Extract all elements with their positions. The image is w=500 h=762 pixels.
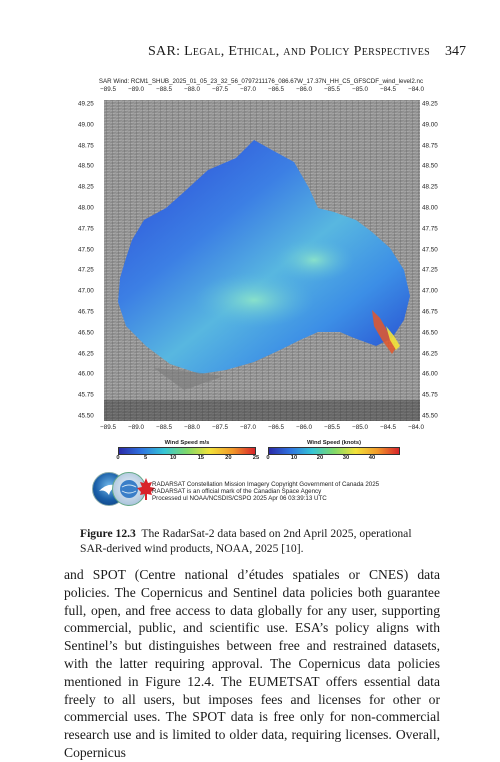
- colorbar-ms-ticks: [116, 455, 260, 463]
- longitude-tick-label: −86.0: [296, 424, 312, 431]
- longitude-tick-label: −86.0: [296, 86, 312, 93]
- latitude-tick-label: 46.75: [422, 308, 438, 316]
- colorbar-tick-label: 0: [266, 455, 270, 461]
- latitude-tick-label: 47.75: [78, 225, 94, 233]
- latitude-tick-label: 47.25: [78, 266, 94, 274]
- longitude-tick-label: −89.5: [100, 424, 116, 431]
- latitude-tick-label: 48.25: [422, 183, 438, 191]
- colorbar-ms-label: Wind Speed m/s: [164, 440, 210, 446]
- colorbar-tick-label: 40: [368, 455, 376, 461]
- lower-shadow: [104, 400, 420, 421]
- longitude-tick-label: −88.0: [184, 424, 200, 431]
- longitude-tick-label: −85.0: [352, 86, 368, 93]
- longitude-tick-label: −85.5: [324, 424, 340, 431]
- latitude-tick-label: 49.25: [78, 100, 94, 108]
- latitude-tick-label: 45.50: [78, 412, 94, 420]
- credit-line: RADARSAT Constellation Mission Imagery Copyright Government of Canada 2025: [152, 481, 380, 488]
- colorbar-tick-label: 0: [116, 455, 120, 461]
- latitude-tick-label: 49.00: [78, 121, 94, 129]
- longitude-ticks-top: [80, 86, 442, 94]
- latitude-tick-label: 49.25: [422, 100, 438, 108]
- latitude-tick-label: 46.25: [422, 350, 438, 358]
- latitude-tick-label: 47.25: [422, 266, 438, 274]
- colorbar-ms-bar: [118, 447, 256, 455]
- latitude-tick-label: 47.00: [422, 287, 438, 295]
- colorbar-tick-label: 10: [290, 455, 298, 461]
- figure-12-3: [80, 78, 442, 523]
- longitude-tick-label: −84.0: [408, 86, 424, 93]
- latitude-ticks-right: [422, 100, 446, 430]
- latitude-tick-label: 46.50: [78, 329, 94, 337]
- latitude-tick-label: 48.00: [78, 204, 94, 212]
- latitude-tick-label: 48.50: [78, 162, 94, 170]
- running-head-text: SAR: Legal, Ethical, and Policy Perspectives: [147, 44, 430, 59]
- latitude-tick-label: 46.25: [78, 350, 94, 358]
- latitude-tick-label: 46.00: [422, 370, 438, 378]
- caption-label: Figure 12.3: [80, 527, 136, 540]
- latitude-tick-label: 47.75: [422, 225, 438, 233]
- colorbar-tick-label: 25: [252, 455, 260, 461]
- colorbar-tick-label: 30: [342, 455, 350, 461]
- latitude-tick-label: 48.00: [422, 204, 438, 212]
- colorbar-tick-label: 10: [169, 455, 177, 461]
- high-wind-patch-2: [274, 238, 354, 282]
- latitude-tick-label: 47.00: [78, 287, 94, 295]
- longitude-tick-label: −85.0: [352, 424, 368, 431]
- longitude-ticks-bottom: [80, 424, 442, 432]
- latitude-tick-label: 47.50: [422, 246, 438, 254]
- longitude-tick-label: −87.5: [212, 86, 228, 93]
- longitude-tick-label: −84.0: [408, 424, 424, 431]
- colorbar-tick-label: 5: [143, 455, 148, 461]
- longitude-tick-label: −88.5: [156, 86, 172, 93]
- longitude-tick-label: −86.5: [268, 86, 284, 93]
- colorbar-knots: [268, 440, 400, 466]
- sar-wind-map: [104, 100, 420, 421]
- longitude-tick-label: −87.0: [240, 86, 256, 93]
- figure-caption: [80, 526, 440, 556]
- credit-line: RADARSAT is an official mark of the Canadian Space Agency: [152, 487, 322, 495]
- caption-text: The RadarSat-2 data based on 2nd April 2025, operational SAR-derived wind products, NOAA, 2025 [10].: [80, 527, 412, 555]
- longitude-tick-label: −87.0: [240, 424, 256, 431]
- colorbar-tick-label: 20: [225, 455, 232, 461]
- credit-line: Processed ul NOAA/NCSDIS/CSPO 2025 Apr 06 03:39:13 UTC: [152, 494, 327, 502]
- latitude-ticks-left: [78, 100, 102, 430]
- longitude-tick-label: −87.5: [212, 424, 228, 431]
- longitude-tick-label: −84.5: [380, 424, 396, 431]
- latitude-tick-label: 46.75: [78, 308, 94, 316]
- latitude-tick-label: 45.75: [422, 391, 438, 399]
- colorbar-knots-bar: [268, 447, 400, 455]
- longitude-tick-label: −88.0: [184, 86, 200, 93]
- colorbar-knots-ticks: [268, 455, 400, 463]
- latitude-tick-label: 48.50: [422, 162, 438, 170]
- latitude-tick-label: 46.50: [422, 329, 438, 337]
- latitude-tick-label: 45.75: [78, 391, 94, 399]
- page-number: 347: [445, 44, 466, 59]
- latitude-tick-label: 47.50: [78, 246, 94, 254]
- longitude-tick-label: −86.5: [268, 424, 284, 431]
- colorbar-knots-label: Wind Speed (knots): [306, 440, 362, 446]
- latitude-tick-label: 48.75: [422, 142, 438, 150]
- longitude-tick-label: −88.5: [156, 424, 172, 431]
- colorbar-tick-label: 15: [197, 455, 205, 461]
- latitude-tick-label: 48.75: [78, 142, 94, 150]
- longitude-tick-label: −89.0: [128, 86, 144, 93]
- figure-title: SAR Wind: RCM1_SHUB_2025_01_05_23_32_56_0797211176_086.67W_17.37N_HH_C5_GFSCDF_wind_level2.nc: [98, 78, 424, 85]
- longitude-tick-label: −84.5: [380, 86, 396, 93]
- colorbar-ms: [116, 440, 260, 466]
- longitude-tick-label: −89.0: [128, 424, 144, 431]
- longitude-tick-label: −89.5: [100, 86, 116, 93]
- high-wind-patch: [194, 272, 314, 328]
- latitude-tick-label: 45.50: [422, 412, 438, 420]
- latitude-tick-label: 46.00: [78, 370, 94, 378]
- latitude-tick-label: 48.25: [78, 183, 94, 191]
- body-paragraph: and SPOT (Centre national d’études spatiales or CNES) data policies. The Copernicus and Sentinel data policies both guarantee full, open, and free access to data globally for any user, supporting commercial, public, and scientific use. ESA’s policy aligns with Sentinel’s but distinguishes between free and restrained datasets, with the latter requiring approval. The Copernicus data policies mentioned in Figure 12.4. The EUMETSAT offers essential data freely to all users, but imposes fees and licenses for other or commercial uses. The SPOT data is free only for non-commercial research use and is limited to older data, requiring licenses. Overall, Copernicus: [64, 567, 440, 760]
- figure-credits: [152, 482, 442, 502]
- colorbar-tick-label: 20: [316, 455, 324, 461]
- latitude-tick-label: 49.00: [422, 121, 438, 129]
- longitude-tick-label: −85.5: [324, 86, 340, 93]
- running-head: [0, 44, 430, 60]
